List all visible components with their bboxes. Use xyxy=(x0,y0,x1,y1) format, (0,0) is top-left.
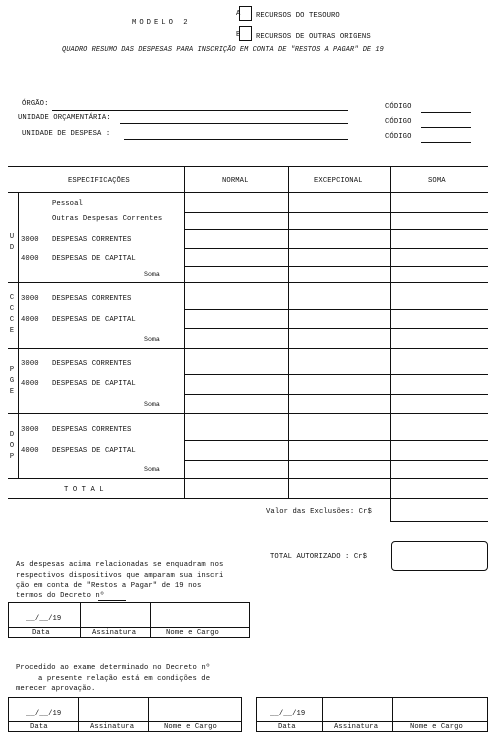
dop-despesas-correntes: DESPESAS CORRENTES xyxy=(52,426,132,434)
group-ud-label: U D xyxy=(9,233,15,252)
unidade-orcamentaria-field[interactable] xyxy=(120,123,348,124)
sig2-name-label: Nome e Cargo xyxy=(164,723,217,731)
option-a-letter: A xyxy=(236,10,241,18)
sig1-signature-label: Assinatura xyxy=(92,629,137,637)
ud-soma: Soma xyxy=(144,271,160,278)
model-title: MODELO 2 xyxy=(132,19,191,27)
pge-code-3000: 3000 xyxy=(21,360,39,368)
declaration-line-2: respectivos dispositivos que amparam sua inscri xyxy=(16,572,224,580)
header-especificacoes: ESPECIFICAÇÕES xyxy=(68,177,130,185)
ud-code-4000: 4000 xyxy=(21,255,39,263)
total-autorizado-label: TOTAL AUTORIZADO : Cr$ xyxy=(270,553,368,561)
group-dop-label: D O P xyxy=(9,431,15,461)
pge-despesas-correntes: DESPESAS CORRENTES xyxy=(52,360,132,368)
total-autorizado-field[interactable] xyxy=(391,541,488,571)
ccce-soma: Soma xyxy=(144,336,160,343)
pge-despesas-capital: DESPESAS DE CAPITAL xyxy=(52,380,136,388)
valor-exclusoes-label: Valor das Exclusões: Cr$ xyxy=(266,508,372,516)
orgao-label: ÓRGÃO: xyxy=(22,100,49,108)
sig1-name-label: Nome e Cargo xyxy=(166,629,219,637)
header-normal: NORMAL xyxy=(222,177,249,185)
valor-exclusoes-field[interactable] xyxy=(390,521,488,522)
ccce-despesas-correntes: DESPESAS CORRENTES xyxy=(52,295,132,303)
declaration-line-3: ção em conta de "Restos a Pagar" de 19 nos xyxy=(16,582,202,590)
pge-code-4000: 4000 xyxy=(21,380,39,388)
ccce-despesas-capital: DESPESAS DE CAPITAL xyxy=(52,316,136,324)
dop-despesas-capital: DESPESAS DE CAPITAL xyxy=(52,447,136,455)
unidade-despesa-label: UNIDADE DE DESPESA : xyxy=(22,130,111,138)
option-b-label: RECURSOS DE OUTRAS ORIGENS xyxy=(256,33,371,41)
procedure-line-3: merecer aprovação. xyxy=(16,685,96,693)
header-soma: SOMA xyxy=(428,177,446,185)
ccce-code-4000: 4000 xyxy=(21,316,39,324)
sig1-date[interactable]: __/__/19 xyxy=(26,615,62,623)
option-a-label: RECURSOS DO TESOURO xyxy=(256,12,340,20)
ud-despesas-correntes: DESPESAS CORRENTES xyxy=(52,236,132,244)
group-pge-label: P G E xyxy=(9,366,15,396)
declaration-line-4: termos do Decreto nº xyxy=(16,592,105,600)
procedure-line-1: Procedido ao exame determinado no Decreto nº xyxy=(16,664,211,672)
row-pessoal: Pessoal xyxy=(52,200,83,208)
pge-soma: Soma xyxy=(144,401,160,408)
orgao-field[interactable] xyxy=(52,110,348,111)
dop-soma: Soma xyxy=(144,466,160,473)
sig2-date-label: Data xyxy=(30,723,48,731)
header-excepcional: EXCEPCIONAL xyxy=(314,177,363,185)
total-label: T O T A L xyxy=(64,486,104,494)
sig2-signature-label: Assinatura xyxy=(90,723,135,731)
ccce-code-3000: 3000 xyxy=(21,295,39,303)
option-b-letter: B xyxy=(236,31,241,39)
sig3-date[interactable]: __/__/19 xyxy=(270,710,306,718)
sig3-date-label: Data xyxy=(278,723,296,731)
declaration-line-1: As despesas acima relacionadas se enquadram nos xyxy=(16,561,224,569)
codigo-label-2: CÓDIGO xyxy=(385,118,412,126)
dop-code-3000: 3000 xyxy=(21,426,39,434)
codigo-label-1: CÓDIGO xyxy=(385,103,412,111)
sig2-date[interactable]: __/__/19 xyxy=(26,710,62,718)
procedure-line-2: a presente relação está em condições de xyxy=(38,675,211,683)
ud-code-3000: 3000 xyxy=(21,236,39,244)
codigo-field-1[interactable] xyxy=(421,112,471,113)
codigo-field-3[interactable] xyxy=(421,142,471,143)
sig3-signature-label: Assinatura xyxy=(334,723,379,731)
ud-despesas-capital: DESPESAS DE CAPITAL xyxy=(52,255,136,263)
unidade-orcamentaria-label: UNIDADE ORÇAMENTÁRIA: xyxy=(18,114,111,122)
row-outras-despesas: Outras Despesas Correntes xyxy=(52,215,163,223)
group-ccce-label: C C C E xyxy=(9,294,15,335)
codigo-field-2[interactable] xyxy=(421,127,471,128)
form-subtitle: QUADRO RESUMO DAS DESPESAS PARA INSCRIÇÃO EM CONTA DE "RESTOS A PAGAR" DE 19 xyxy=(62,46,384,54)
option-a-checkbox[interactable] xyxy=(239,6,252,21)
sig1-date-label: Data xyxy=(32,629,50,637)
unidade-despesa-field[interactable] xyxy=(124,139,348,140)
codigo-label-3: CÓDIGO xyxy=(385,133,412,141)
dop-code-4000: 4000 xyxy=(21,447,39,455)
option-b-checkbox[interactable] xyxy=(239,26,252,41)
sig3-name-label: Nome e Cargo xyxy=(410,723,463,731)
